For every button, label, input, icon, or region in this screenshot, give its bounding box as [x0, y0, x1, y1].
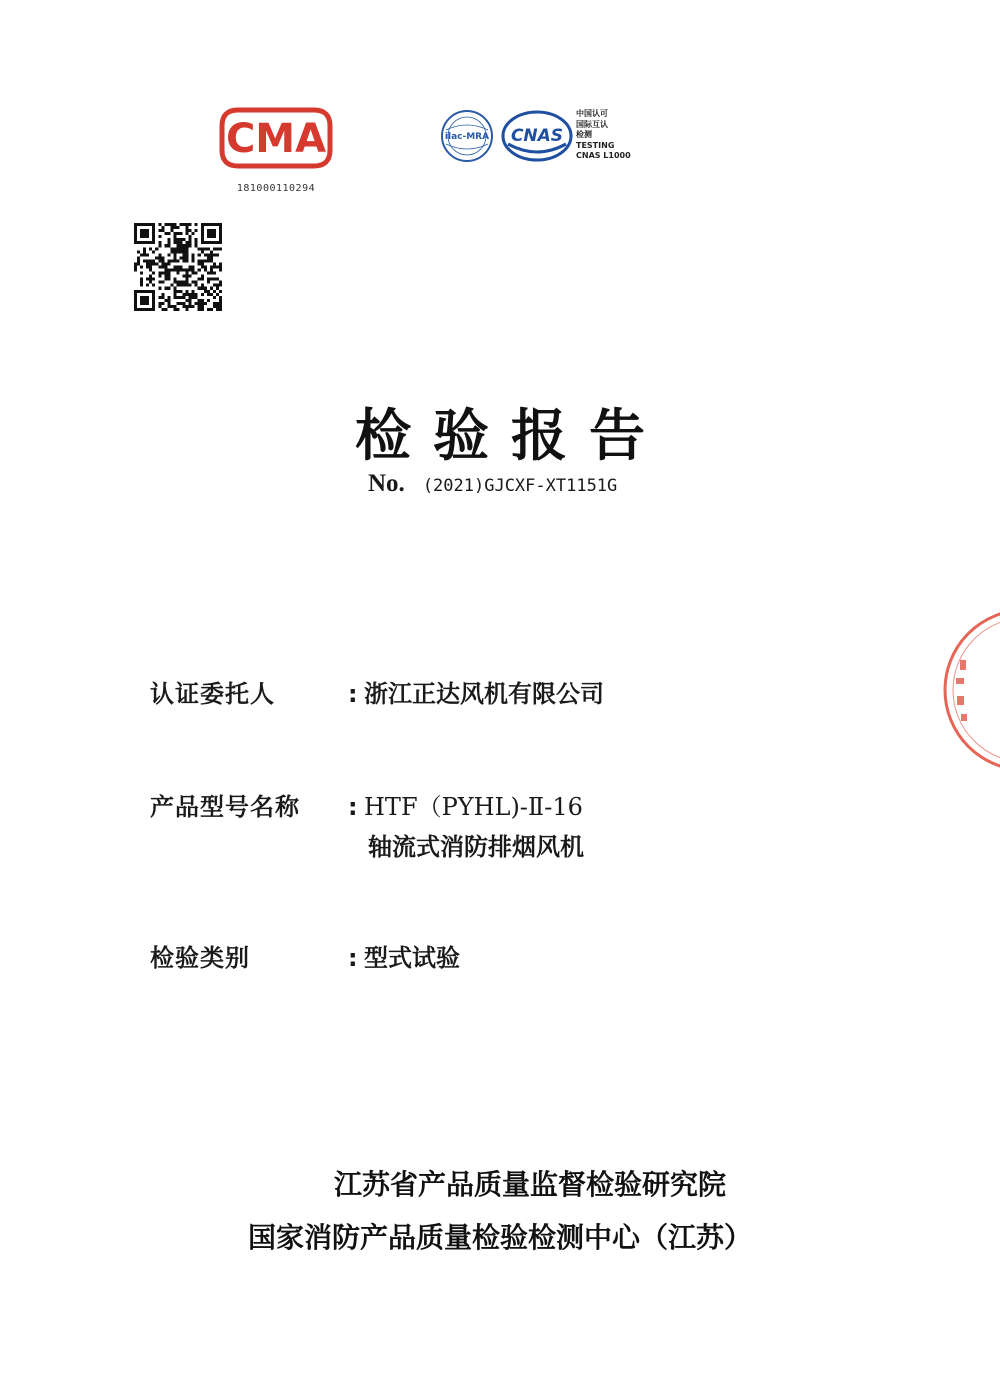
- cnas-caption-line: 检测: [576, 130, 592, 139]
- svg-text:ilac-MRA: ilac-MRA: [444, 132, 490, 142]
- cnas-caption-line: CNAS L1000: [576, 151, 631, 160]
- svg-text:CMA: CMA: [225, 116, 327, 162]
- report-number: [368, 470, 617, 498]
- document-title: 检验报告: [355, 404, 667, 469]
- qr-code: [134, 223, 222, 311]
- field-colon: :: [348, 944, 358, 972]
- issuing-organization: 国家消防产品质量检验检测中心（江苏）: [247, 1221, 752, 1254]
- field-colon: :: [348, 793, 358, 821]
- cnas-caption: [576, 109, 631, 162]
- field-model-value-line1: HTF（PYHL)-Ⅱ-16: [364, 793, 583, 821]
- field-client-value: 浙江正达风机有限公司: [364, 680, 604, 708]
- cnas-caption-line: TESTING: [576, 140, 615, 150]
- cma-logo: [218, 106, 334, 170]
- field-model-value-line2: 轴流式消防排烟风机: [368, 833, 584, 861]
- field-model-label: 产品型号名称: [150, 793, 300, 821]
- report-number-value: (2021)GJCXF-XT1151G: [422, 476, 618, 496]
- field-category-value: 型式试验: [364, 944, 460, 972]
- field-model-line2: [368, 827, 584, 862]
- field-category-label: 检验类别: [150, 944, 250, 972]
- cnas-caption-line: 国际互认: [576, 119, 608, 129]
- report-number-label: No.: [368, 470, 405, 497]
- cma-number: 181000110294: [236, 183, 316, 194]
- field-colon: :: [348, 680, 358, 708]
- field-category: [150, 938, 460, 973]
- field-client-label: 认证委托人: [150, 680, 275, 708]
- issuing-organization: 江苏省产品质量监督检验研究院: [333, 1168, 726, 1201]
- svg-text:CNAS: CNAS: [510, 126, 564, 146]
- partial-seal: [930, 600, 1000, 780]
- ilac-mra-logo: [436, 108, 498, 164]
- field-model: [150, 787, 583, 822]
- cnas-caption-line: 中国认可: [576, 109, 608, 118]
- field-client: [150, 674, 604, 709]
- cnas-logo: [500, 108, 574, 164]
